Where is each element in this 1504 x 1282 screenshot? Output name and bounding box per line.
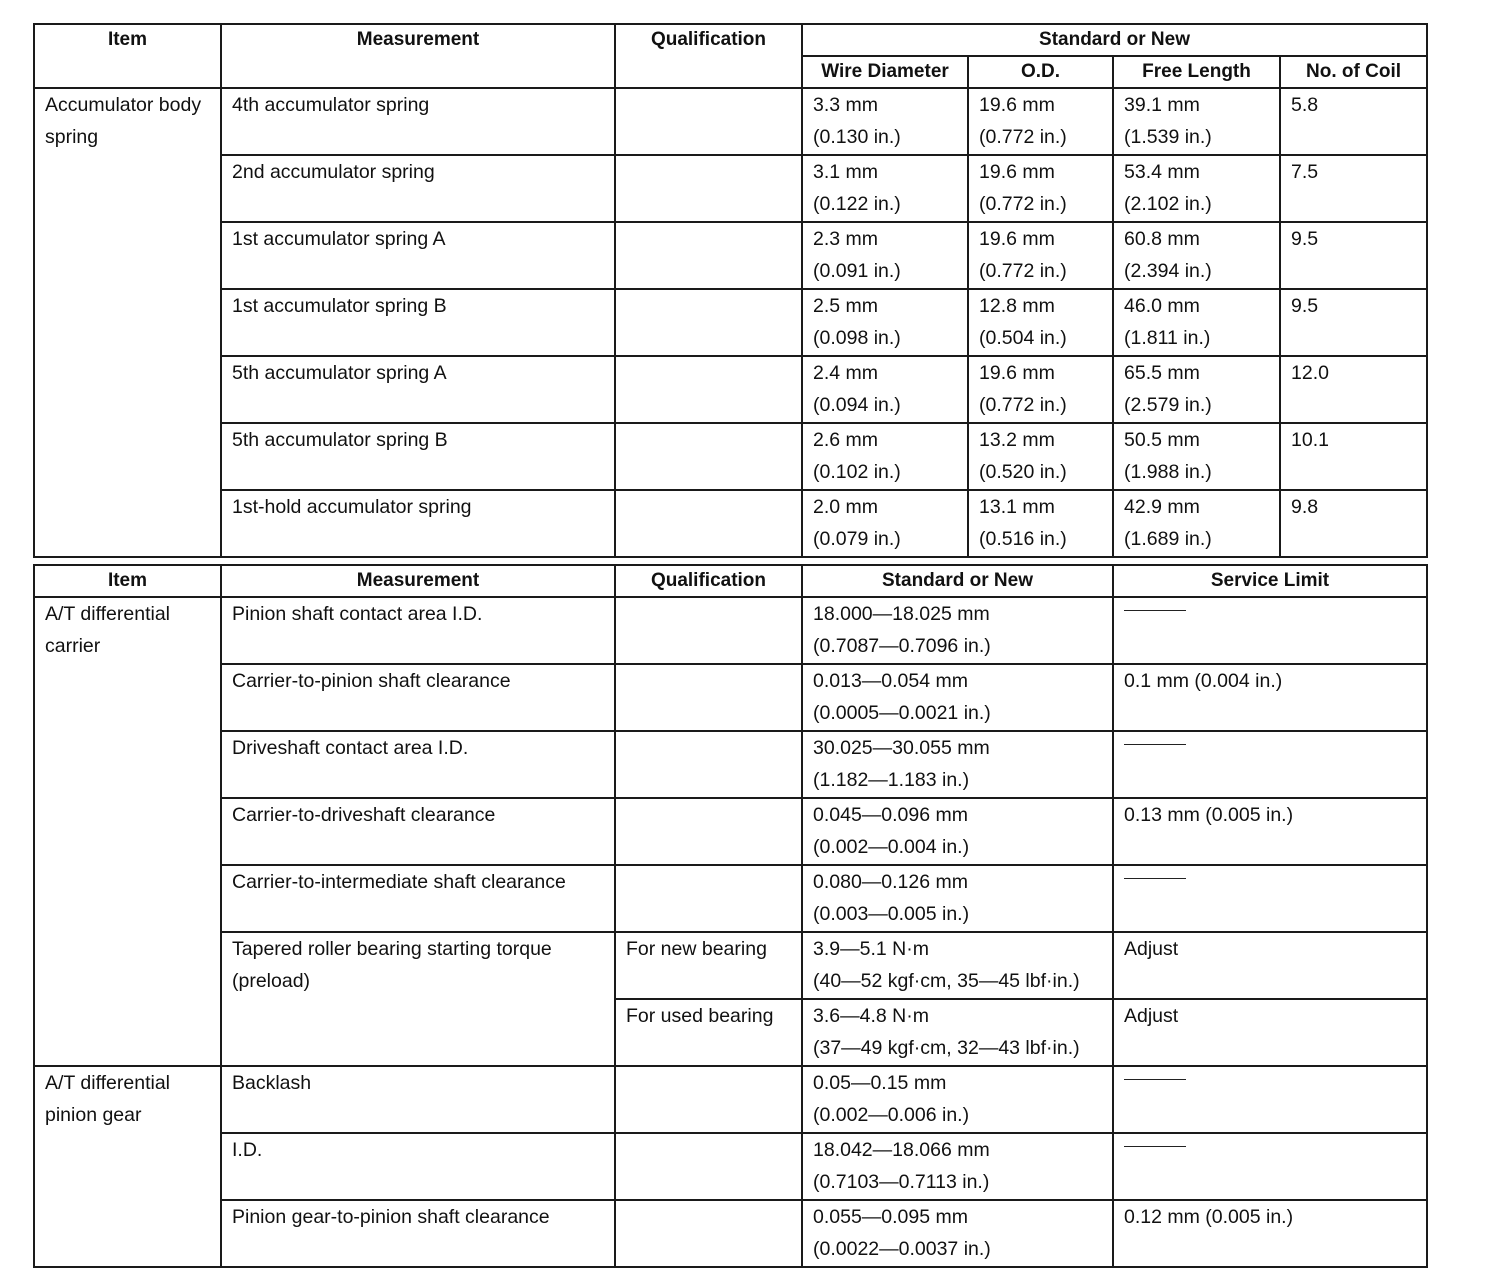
value-line: (2.394 in.) <box>1124 259 1212 282</box>
od-cell <box>968 490 1113 557</box>
service-limit-cell <box>1113 1066 1427 1133</box>
table-row <box>34 1066 1427 1133</box>
od-cell <box>968 155 1113 222</box>
table-row <box>34 597 1427 664</box>
value-line: (1.182—1.183 in.) <box>813 768 970 791</box>
qualification-cell <box>615 932 802 999</box>
value-line: 50.5 mm <box>1124 429 1200 451</box>
value-line: (0.079 in.) <box>813 527 901 550</box>
service-limit-cell <box>1113 999 1427 1066</box>
qualification-cell <box>615 597 802 664</box>
header-no-of-coil: No. of Coil <box>1280 56 1427 88</box>
table-row <box>34 664 1427 731</box>
value-line: (1.811 in.) <box>1124 326 1211 349</box>
coil-cell <box>1280 289 1427 356</box>
value-line: (0.7087—0.7096 in.) <box>813 634 991 657</box>
wire-diameter-cell <box>802 155 968 222</box>
value-line: (0.772 in.) <box>979 192 1067 215</box>
wire-diameter-cell <box>802 88 968 155</box>
service-limit-cell <box>1113 597 1427 664</box>
value-line: 3.1 mm <box>813 161 879 183</box>
item-cell <box>34 597 221 1066</box>
value-text: 7.5 <box>1291 161 1319 183</box>
free-length-cell <box>1113 490 1280 557</box>
table-row <box>34 731 1427 798</box>
value-line: 30.025—30.055 mm <box>813 737 990 759</box>
measurement-cell <box>221 356 615 423</box>
header-service-limit: Service Limit <box>1113 565 1427 597</box>
value-line: 0.045—0.096 mm <box>813 804 969 826</box>
standard-cell <box>802 731 1113 798</box>
qualification-cell <box>615 1066 802 1133</box>
value-line: 18.000—18.025 mm <box>813 603 990 625</box>
table-row <box>34 932 1427 999</box>
value-line: (2.579 in.) <box>1124 393 1212 416</box>
value-line: (1.539 in.) <box>1124 125 1212 148</box>
value-line: 65.5 mm <box>1124 362 1200 384</box>
od-cell <box>968 289 1113 356</box>
value-line: (0.520 in.) <box>979 460 1067 483</box>
value-line: 53.4 mm <box>1124 161 1200 183</box>
value-line: (0.504 in.) <box>979 326 1067 349</box>
header-item: Item <box>34 565 221 597</box>
coil-cell <box>1280 222 1427 289</box>
free-length-cell <box>1113 289 1280 356</box>
value-line: (0.002—0.004 in.) <box>813 835 970 858</box>
value-line: 3.3 mm <box>813 94 879 116</box>
measurement-cell <box>221 865 615 932</box>
value-text: 10.1 <box>1291 429 1329 451</box>
free-length-cell <box>1113 423 1280 490</box>
table-row <box>34 155 1427 222</box>
measurement-cell <box>221 490 615 557</box>
value-line: 3.6—4.8 N·m <box>813 1005 929 1027</box>
service-limit-cell <box>1113 731 1427 798</box>
free-length-cell <box>1113 155 1280 222</box>
od-cell <box>968 88 1113 155</box>
measurement-cell <box>221 1133 615 1200</box>
value-line: 13.1 mm <box>979 496 1055 518</box>
table-row <box>34 798 1427 865</box>
value-text: For new bearing <box>626 938 767 960</box>
value-text: Accumulator body spring <box>45 94 202 148</box>
measurement-cell <box>221 798 615 865</box>
measurement-cell <box>221 88 615 155</box>
value-line: (0.003—0.005 in.) <box>813 902 970 925</box>
measurement-cell <box>221 1200 615 1267</box>
table-row <box>34 356 1427 423</box>
value-line: (0.098 in.) <box>813 326 901 349</box>
service-limit-cell <box>1113 1200 1427 1267</box>
dash-mark <box>1124 878 1186 879</box>
value-line: (0.0005—0.0021 in.) <box>813 701 991 724</box>
value-line: 18.042—18.066 mm <box>813 1139 990 1161</box>
header-wire-diameter: Wire Diameter <box>802 56 968 88</box>
service-limit-cell <box>1113 798 1427 865</box>
table-row <box>34 865 1427 932</box>
value-line: (0.516 in.) <box>979 527 1067 550</box>
free-length-cell <box>1113 222 1280 289</box>
free-length-cell <box>1113 88 1280 155</box>
table-row <box>34 1200 1427 1267</box>
value-line: (0.122 in.) <box>813 192 901 215</box>
value-text: 5.8 <box>1291 94 1319 116</box>
table-row <box>34 88 1427 155</box>
standard-cell <box>802 1066 1113 1133</box>
measurement-cell <box>221 932 615 1066</box>
dash-mark <box>1124 1079 1186 1080</box>
qualification-cell <box>615 356 802 423</box>
value-text: 9.8 <box>1291 496 1319 518</box>
value-line: (0.102 in.) <box>813 460 901 483</box>
wire-diameter-cell <box>802 356 968 423</box>
value-text: Pinion shaft contact area I.D. <box>232 603 483 625</box>
standard-cell <box>802 664 1113 731</box>
value-line: (0.094 in.) <box>813 393 901 416</box>
header-qualification: Qualification <box>615 565 802 597</box>
item-cell <box>34 88 221 557</box>
value-line: 12.8 mm <box>979 295 1055 317</box>
value-line: 19.6 mm <box>979 161 1055 183</box>
dash-mark <box>1124 1146 1186 1147</box>
value-line: 0.013—0.054 mm <box>813 670 969 692</box>
measurement-cell <box>221 731 615 798</box>
standard-cell <box>802 932 1113 999</box>
measurement-cell <box>221 155 615 222</box>
measurement-cell <box>221 423 615 490</box>
standard-cell <box>802 999 1113 1066</box>
value-line: (0.772 in.) <box>979 125 1067 148</box>
value-text: Adjust <box>1124 1005 1179 1027</box>
value-text: Driveshaft contact area I.D. <box>232 737 469 759</box>
value-text: A/T differential carrier <box>45 603 171 657</box>
qualification-cell <box>615 222 802 289</box>
measurement-cell <box>221 222 615 289</box>
value-line: 2.6 mm <box>813 429 879 451</box>
value-line: (40—52 kgf·cm, 35—45 lbf·in.) <box>813 969 1080 992</box>
value-line: 60.8 mm <box>1124 228 1200 250</box>
value-text: 1st accumulator spring B <box>232 295 447 317</box>
od-cell <box>968 222 1113 289</box>
service-limit-cell <box>1113 932 1427 999</box>
coil-cell <box>1280 356 1427 423</box>
service-limit-cell <box>1113 865 1427 932</box>
wire-diameter-cell <box>802 423 968 490</box>
header-measurement: Measurement <box>221 24 615 88</box>
coil-cell <box>1280 423 1427 490</box>
qualification-cell <box>615 999 802 1066</box>
value-text: 2nd accumulator spring <box>232 161 435 183</box>
value-text: 0.1 mm (0.004 in.) <box>1124 670 1283 692</box>
qualification-cell <box>615 490 802 557</box>
value-line: 2.0 mm <box>813 496 879 518</box>
value-line: (2.102 in.) <box>1124 192 1212 215</box>
measurement-cell <box>221 1066 615 1133</box>
value-line: (37—49 kgf·cm, 32—43 lbf·in.) <box>813 1036 1080 1059</box>
header-standard-or-new: Standard or New <box>802 24 1427 56</box>
free-length-cell <box>1113 356 1280 423</box>
table-row <box>34 1133 1427 1200</box>
od-cell <box>968 356 1113 423</box>
value-line: 0.080—0.126 mm <box>813 871 969 893</box>
dash-mark <box>1124 744 1186 745</box>
table-row <box>34 289 1427 356</box>
coil-cell <box>1280 88 1427 155</box>
value-line: 46.0 mm <box>1124 295 1200 317</box>
value-line: (0.091 in.) <box>813 259 901 282</box>
value-text: 0.13 mm (0.005 in.) <box>1124 804 1294 826</box>
wire-diameter-cell <box>802 222 968 289</box>
value-text: 4th accumulator spring <box>232 94 430 116</box>
value-text: Tapered roller bearing starting torque (preload) <box>232 938 552 992</box>
value-text: Pinion gear-to-pinion shaft clearance <box>232 1206 550 1228</box>
standard-cell <box>802 865 1113 932</box>
header-free-length: Free Length <box>1113 56 1280 88</box>
value-line: 19.6 mm <box>979 94 1055 116</box>
table-row <box>34 490 1427 557</box>
value-text: 1st-hold accumulator spring <box>232 496 472 518</box>
qualification-cell <box>615 155 802 222</box>
value-text: 0.12 mm (0.005 in.) <box>1124 1206 1294 1228</box>
standard-cell <box>802 597 1113 664</box>
header-od: O.D. <box>968 56 1113 88</box>
value-text: For used bearing <box>626 1005 774 1027</box>
value-line: 2.3 mm <box>813 228 879 250</box>
measurement-cell <box>221 664 615 731</box>
value-text: 12.0 <box>1291 362 1329 384</box>
header-standard-or-new: Standard or New <box>802 565 1113 597</box>
qualification-cell <box>615 1133 802 1200</box>
dash-mark <box>1124 610 1186 611</box>
value-line: (0.0022—0.0037 in.) <box>813 1237 991 1260</box>
qualification-cell <box>615 289 802 356</box>
value-line: 0.055—0.095 mm <box>813 1206 969 1228</box>
differential-spec-table <box>33 564 1428 1268</box>
value-text: 1st accumulator spring A <box>232 228 446 250</box>
value-text: 5th accumulator spring A <box>232 362 447 384</box>
standard-cell <box>802 1133 1113 1200</box>
value-line: 13.2 mm <box>979 429 1055 451</box>
value-line: (0.772 in.) <box>979 393 1067 416</box>
table-row <box>34 423 1427 490</box>
item-cell <box>34 1066 221 1267</box>
value-text: 5th accumulator spring B <box>232 429 448 451</box>
value-line: (0.130 in.) <box>813 125 901 148</box>
value-text: Carrier-to-intermediate shaft clearance <box>232 871 566 893</box>
accumulator-spring-table <box>33 23 1428 558</box>
value-line: 0.05—0.15 mm <box>813 1072 947 1094</box>
qualification-cell <box>615 798 802 865</box>
wire-diameter-cell <box>802 289 968 356</box>
qualification-cell <box>615 865 802 932</box>
value-line: (0.002—0.006 in.) <box>813 1103 970 1126</box>
value-line: 3.9—5.1 N·m <box>813 938 929 960</box>
value-line: 39.1 mm <box>1124 94 1200 116</box>
value-line: (0.772 in.) <box>979 259 1067 282</box>
standard-cell <box>802 798 1113 865</box>
qualification-cell <box>615 664 802 731</box>
header-item: Item <box>34 24 221 88</box>
qualification-cell <box>615 423 802 490</box>
qualification-cell <box>615 1200 802 1267</box>
header-qualification: Qualification <box>615 24 802 88</box>
coil-cell <box>1280 155 1427 222</box>
standard-cell <box>802 1200 1113 1267</box>
value-line: 2.5 mm <box>813 295 879 317</box>
wire-diameter-cell <box>802 490 968 557</box>
od-cell <box>968 423 1113 490</box>
value-text: 9.5 <box>1291 228 1319 250</box>
value-line: 2.4 mm <box>813 362 879 384</box>
value-line: 19.6 mm <box>979 228 1055 250</box>
service-limit-cell <box>1113 664 1427 731</box>
table-row <box>34 222 1427 289</box>
value-text: A/T differential pinion gear <box>45 1072 171 1126</box>
measurement-cell <box>221 597 615 664</box>
measurement-cell <box>221 289 615 356</box>
value-text: Adjust <box>1124 938 1179 960</box>
value-line: 19.6 mm <box>979 362 1055 384</box>
value-line: (1.689 in.) <box>1124 527 1212 550</box>
value-line: 42.9 mm <box>1124 496 1200 518</box>
qualification-cell <box>615 88 802 155</box>
header-measurement: Measurement <box>221 565 615 597</box>
value-text: I.D. <box>232 1139 263 1161</box>
value-text: Carrier-to-pinion shaft clearance <box>232 670 511 692</box>
value-text: Backlash <box>232 1072 312 1094</box>
coil-cell <box>1280 490 1427 557</box>
value-line: (0.7103—0.7113 in.) <box>813 1170 990 1193</box>
service-limit-cell <box>1113 1133 1427 1200</box>
value-text: 9.5 <box>1291 295 1319 317</box>
value-line: (1.988 in.) <box>1124 460 1212 483</box>
qualification-cell <box>615 731 802 798</box>
value-text: Carrier-to-driveshaft clearance <box>232 804 496 826</box>
